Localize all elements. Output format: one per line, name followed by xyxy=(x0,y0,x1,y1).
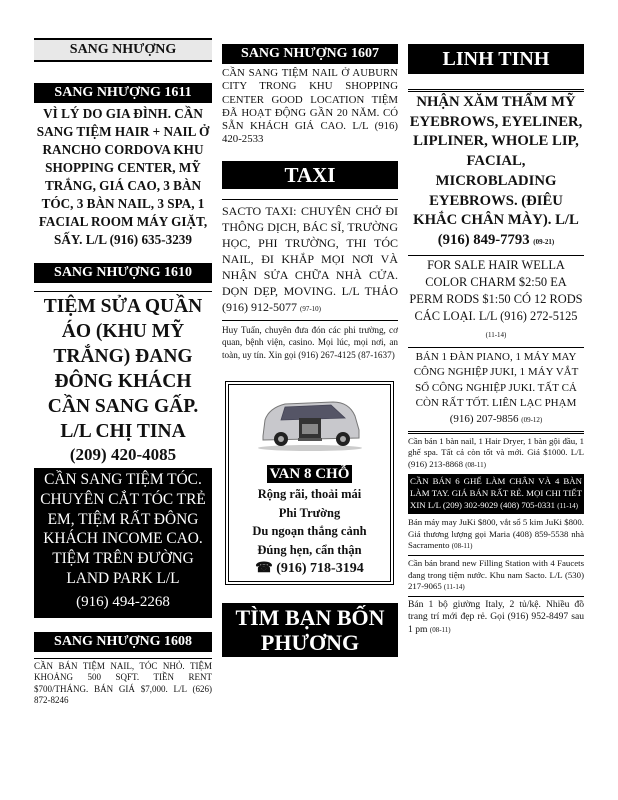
ad-body-hair-salon: CẦN SANG TIỆM TÓC. CHUYÊN CẮT TÓC TRẺ EM, TIỆM RẤT ĐÔNG KHÁCH INCOME CAO. TIỆM TRÊN ĐƯỜNG LAND PARK L/L xyxy=(40,471,206,587)
column-middle xyxy=(222,38,398,657)
section-header-linh-tinh: LINH TINH xyxy=(408,44,584,74)
divider xyxy=(408,255,584,256)
ad-van-8-cho xyxy=(225,381,394,585)
van-line-2: Phi Trường xyxy=(278,505,341,520)
ad-body-1610: TIỆM SỬA QUẦN ÁO (KHU MỸ TRẮNG) ĐANG ĐÔNG KHÁCH CẦN SANG GẤP. L/L CHỊ TINA xyxy=(43,296,203,442)
divider xyxy=(408,89,584,92)
ad-body-1611: VÌ LÝ DO GIA ĐÌNH. CẦN SANG TIỆM HAIR + NAIL Ở RANCHO CORDOVA KHU SHOPPING CENTER, MỸ TRẮNG, GIÁ CAO, 3 BÀN TÓC, 3 BÀN NAIL, 3 SPA, 1 FACIAL ROOM MÁY GIẶT, SẤY. L/L (916) 635-3239 xyxy=(36,106,210,247)
ad-hair-wella: FOR SALE HAIR WELLA COLOR CHARM $2:50 EA PERM RODS $1:50 CÓ 12 RODS CÁC LOẠI. L/L (916) 272-5125 (11-14) xyxy=(409,257,583,339)
van-line-4: Đúng hẹn, cẩn thận xyxy=(257,542,362,557)
ad-body-1607: CẦN SANG TIỆM NAIL Ở AUBURN CITY TRONG KHU SHOPPING CENTER GOOD LOCATION TIỆM ĐÃ HOẠT ĐỘNG GẦN 20 NĂM. CÓ SẴN KHÁCH GIÁ CAO. L/L (916) 420-2533 xyxy=(222,67,398,146)
ad-code-taxi: (97-10) xyxy=(300,304,321,313)
column-linh-tinh xyxy=(408,38,584,637)
ad-body-huy-tuan: Huy Tuấn, chuyên đưa đón các phi trường, cơ quan, bệnh viện, casino. Mọi lúc, mọi nơi, an toàn, uy tín. Xin gọi (916) 267-4125 (87-1637) xyxy=(222,324,398,360)
ad-title-1611: SANG NHƯỢNG 1611 xyxy=(34,83,212,103)
ad-title-1607: SANG NHƯỢNG 1607 xyxy=(222,44,398,64)
section-header-sang-nhuong: SANG NHƯỢNG xyxy=(34,38,212,62)
ad-chairs: CẦN BÁN 6 GHẾ LÀM CHÂN VÀ 4 BÀN LÀM TAY. GIÁ BÁN RẤT RẺ. MỌI CHI TIẾT XIN L/L (209) 302-9029 (408) 705-0331 (11-14) xyxy=(408,474,584,514)
ad-title-1608: SANG NHƯỢNG 1608 xyxy=(34,632,212,652)
ad-taxi xyxy=(222,203,398,317)
divider xyxy=(408,596,584,597)
ad-piano-juki: BÁN 1 ĐÀN PIANO, 1 MÁY MAY CÔNG NGHIỆP JUKI, 1 MÁY VẮT SỔ CÔNG NGHIỆP JUKI. TẤT CẢ CÒN RẤT TỐT. LIÊN LẠC PHẠM (916) 207-9856 (09-12) xyxy=(413,350,579,425)
van-title-wrap xyxy=(231,465,388,483)
van-phone-row xyxy=(231,559,388,579)
section-header-tim-ban: TÌM BẠN BỐN PHƯƠNG xyxy=(222,603,398,657)
ad-body-1608: CẦN BÁN TIỆM NAIL, TÓC NHỎ. TIỆM KHOẢNG 500 SQFT. TIỀN RENT $700/THÁNG. BÁN GIÁ $7,000. L/L (626) 872-8246 xyxy=(34,660,212,706)
divider xyxy=(408,347,584,348)
divider xyxy=(408,555,584,556)
phone-icon: ☎ xyxy=(255,561,273,577)
column-sang-nhuong xyxy=(34,38,212,707)
van-details xyxy=(231,485,388,579)
divider xyxy=(34,291,212,292)
ad-body-taxi: SACTO TAXI: CHUYÊN CHỞ ĐI THÔNG DỊCH, BÁC SĨ, TRƯỜNG HỌC, PHI TRƯỜNG, THI TÓC NAIL, ĐI KHẮP MỌI NƠI VÀ NHẬN SỬA CHỮA NHÀ CỬA. DỌN DẸP, MOVING. L/L THẢO (916) 912-5077 (97-10) xyxy=(222,203,398,314)
divider xyxy=(222,199,398,200)
ad-nail-table: Cần bán 1 bàn nail, 1 Hair Dryer, 1 bàn gội đầu, 1 ghế spa. Tất cả còn tốt và mới. Giá $1000. L/L (916) 213-8868 (08-11) xyxy=(408,435,584,469)
van-illustration xyxy=(255,394,365,452)
divider xyxy=(408,431,584,434)
divider xyxy=(34,658,212,659)
van-line-3: Du ngoạn thắng cảnh xyxy=(252,524,367,539)
ad-hair-salon xyxy=(34,468,212,618)
ad-filling-station: Cần bán brand new Filling Station with 4 Faucets đang trong tiệm nước. Khu nam Sacto. L/L (530) 217-9065 (11-14) xyxy=(408,557,584,592)
van-phone: (916) 718-3194 xyxy=(276,561,364,577)
ad-furniture: Bán 1 bộ giường Italy, 2 tủ/kệ. Nhiều đồ trang trí mới đẹp rẻ. Gọi (916) 952-8497 sau 1 pm (08-11) xyxy=(408,598,584,635)
van-line-1: Rộng rãi, thoải mái xyxy=(257,487,362,502)
ad-title-1610: SANG NHƯỢNG 1610 xyxy=(34,263,212,283)
ad-eyebrows: NHẬN XĂM THẨM MỸ EYEBROWS, EYELINER, LIPLINER, WHOLE LIP, FACIAL, MICROBLADING EYEBROWS. (ĐIÊU KHẮC CHÂN MÀY). L/L (916) 849-7793 (09-21) xyxy=(409,94,583,248)
divider xyxy=(222,320,398,321)
ad-phone-hair-salon: (916) 494-2268 xyxy=(76,593,170,610)
ad-phone-1610: (209) 420-4085 xyxy=(69,445,177,464)
section-header-taxi: TAXI xyxy=(222,161,398,189)
van-title: VAN 8 CHỖ xyxy=(267,465,353,483)
van-image xyxy=(231,387,388,459)
ad-juki-machines: Bán máy may JuKi $800, vắt sổ 5 kim JuKi $800. Giá thương lượng gọi Maria (408) 859-5538 nhà Sacramento (08-11) xyxy=(408,517,584,551)
